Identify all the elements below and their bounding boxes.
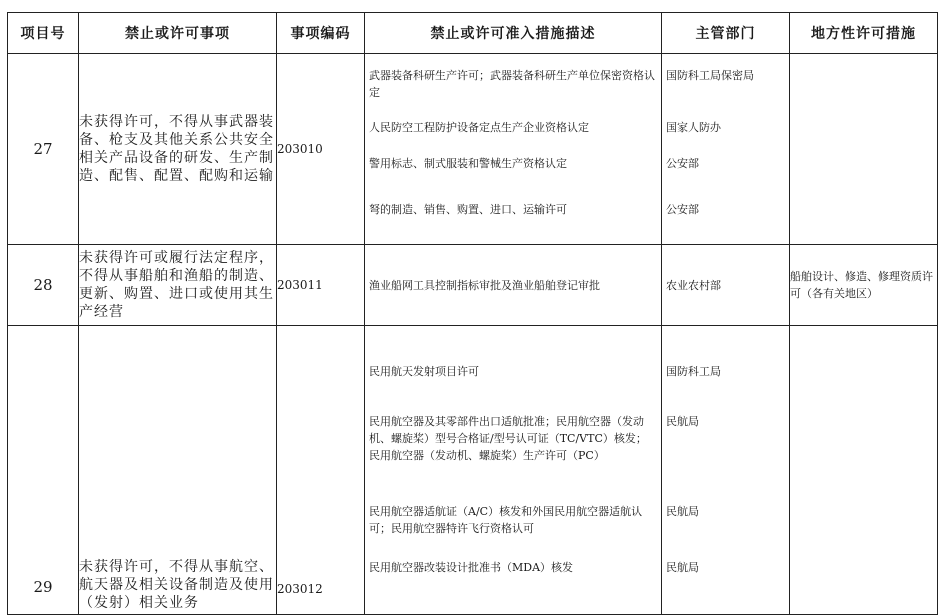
row-local: 船舶设计、修造、修理资质许可（各有关地区） bbox=[790, 245, 938, 326]
row-code: 203011 bbox=[277, 245, 365, 326]
measure-desc: 民用航空器适航证（A/C）核发和外国民用航空器适航认可；民用航空器特许飞行资格认可 bbox=[369, 505, 643, 535]
measure-dept: 民航局 bbox=[666, 561, 699, 574]
row-dept-cell bbox=[662, 326, 790, 615]
header-item: 禁止或许可事项 bbox=[79, 13, 277, 54]
header-code: 事项编码 bbox=[277, 13, 365, 54]
row-number: 27 bbox=[8, 54, 79, 245]
measure-dept: 民航局 bbox=[666, 415, 699, 428]
table-row bbox=[8, 245, 938, 326]
measure-desc: 渔业船网工具控制指标审批及渔业船舶登记审批 bbox=[369, 278, 600, 292]
row-code: 203012 bbox=[277, 326, 365, 615]
measure-dept: 国防科工局保密局 bbox=[666, 69, 754, 82]
measure-desc: 民用航空器及其零部件出口适航批准；民用航空器（发动机、螺旋桨）型号合格证/型号认可证（TC/VTC）核发；民用航空器（发动机、螺旋桨）生产许可（PC） bbox=[369, 415, 647, 462]
row-local bbox=[790, 326, 938, 615]
row-item: 未获得许可，不得从事航空、航天器及相关设备制造及使用（发射）相关业务 bbox=[79, 326, 277, 615]
row-dept-cell bbox=[662, 245, 790, 326]
row-number: 29 bbox=[8, 326, 79, 615]
measure-desc: 民用航空器改装设计批准书（MDA）核发 bbox=[369, 561, 574, 574]
row-item: 未获得许可或履行法定程序，不得从事船舶和渔船的制造、更新、购置、进口或使用其生产经营 bbox=[79, 245, 277, 326]
row-desc-cell bbox=[365, 245, 662, 326]
header-dept: 主管部门 bbox=[662, 13, 790, 54]
row-local bbox=[790, 54, 938, 245]
header-no: 项目号 bbox=[8, 13, 79, 54]
measure-desc: 人民防空工程防护设备定点生产企业资格认定 bbox=[369, 121, 589, 134]
measure-desc: 弩的制造、销售、购置、进口、运输许可 bbox=[369, 203, 567, 216]
measure-dept: 国防科工局 bbox=[666, 365, 721, 378]
row-item: 未获得许可，不得从事武器装备、枪支及其他关系公共安全相关产品设备的研发、生产制造、配售、配置、配购和运输 bbox=[79, 54, 277, 245]
row-dept-cell bbox=[662, 54, 790, 245]
measure-dept: 公安部 bbox=[666, 203, 699, 216]
permit-table bbox=[7, 12, 938, 615]
header-local: 地方性许可措施 bbox=[790, 13, 938, 54]
measure-dept: 农业农村部 bbox=[666, 278, 721, 292]
table-row bbox=[8, 326, 938, 615]
measure-desc: 武器装备科研生产许可；武器装备科研生产单位保密资格认定 bbox=[369, 69, 655, 99]
header-desc: 禁止或许可准入措施描述 bbox=[365, 13, 662, 54]
measure-dept: 公安部 bbox=[666, 157, 699, 170]
header-row bbox=[8, 13, 938, 54]
measure-desc: 警用标志、制式服装和警械生产资格认定 bbox=[369, 157, 567, 170]
row-desc-cell bbox=[365, 326, 662, 615]
table-row bbox=[8, 54, 938, 245]
row-code: 203010 bbox=[277, 54, 365, 245]
row-desc-cell bbox=[365, 54, 662, 245]
measure-dept: 国家人防办 bbox=[666, 121, 721, 134]
measure-desc: 民用航天发射项目许可 bbox=[369, 365, 479, 378]
row-number: 28 bbox=[8, 245, 79, 326]
measure-dept: 民航局 bbox=[666, 505, 699, 518]
